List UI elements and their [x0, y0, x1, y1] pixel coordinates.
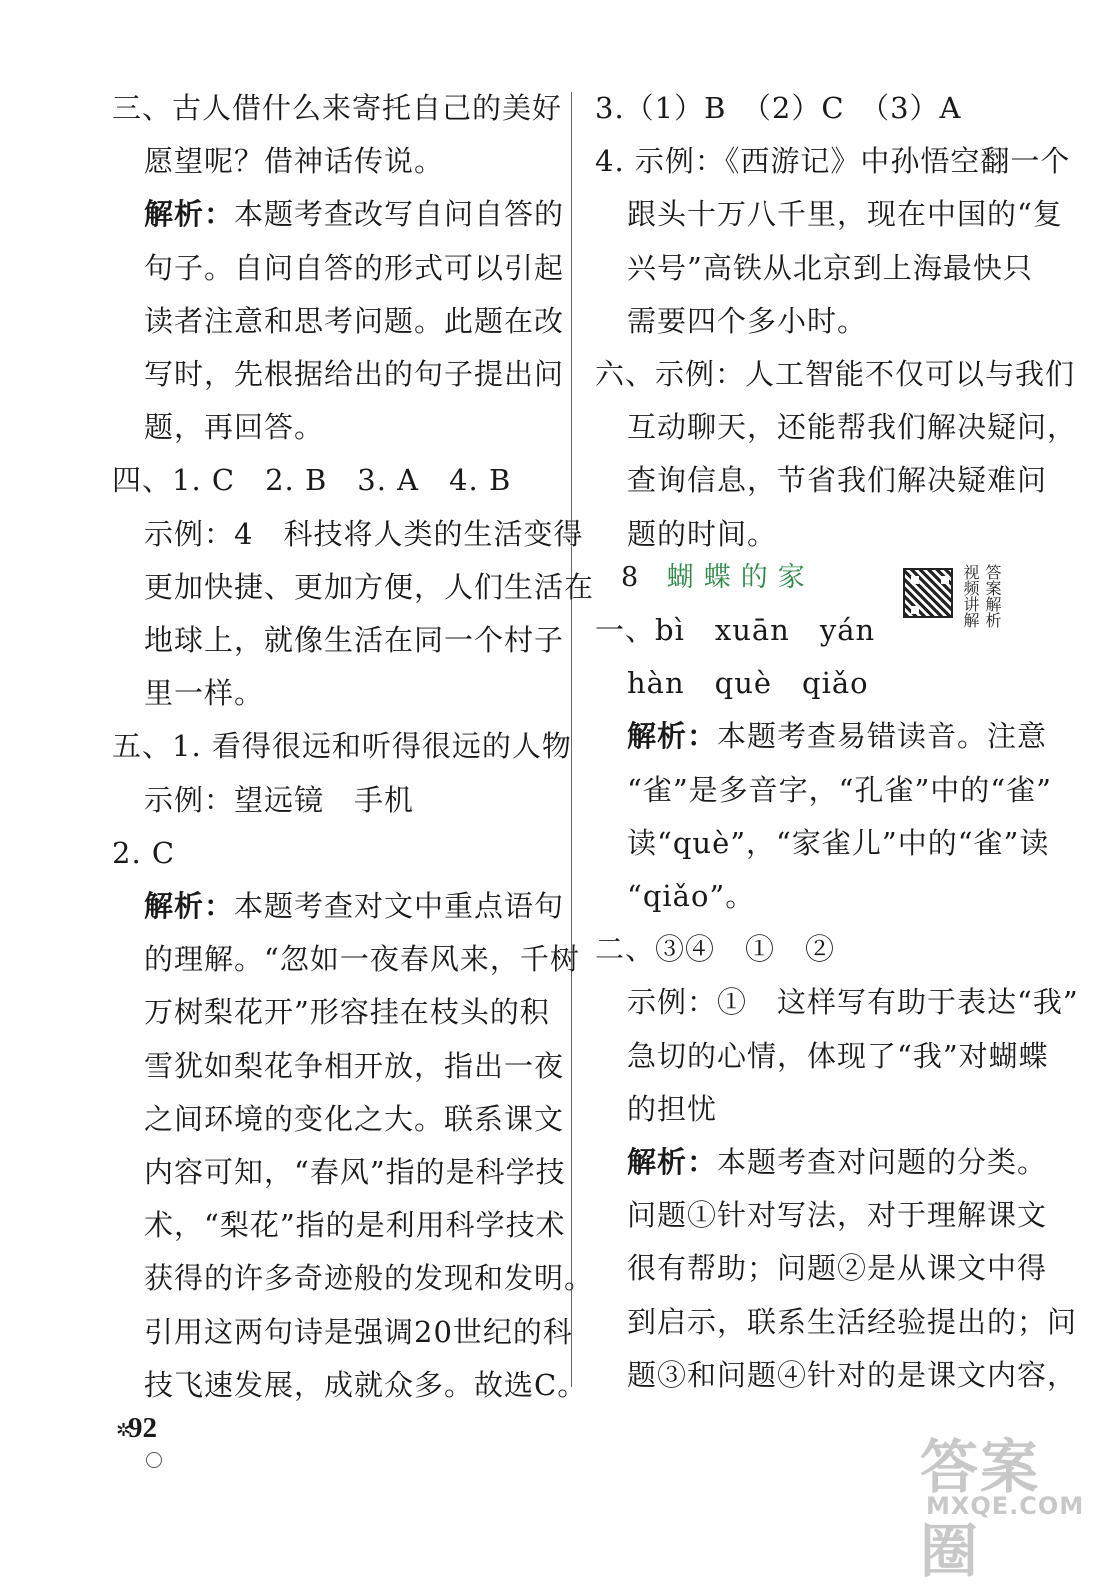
- text-line: 内容可知，“春风”指的是科学技: [144, 1155, 566, 1189]
- text-line: 愿望呢？借神话传说。: [144, 144, 445, 179]
- analysis-label: 解析：: [144, 889, 235, 923]
- text-line: “qiǎo”。: [627, 879, 756, 913]
- chapter-title: [621, 558, 815, 598]
- text-line: 问题①针对写法，对于理解课文: [627, 1198, 1048, 1233]
- line-text: 本题考查改写自问自答的: [234, 197, 565, 232]
- text-line: 三、古人借什么来寄托自己的美好: [112, 91, 563, 125]
- analysis-label: 解析：: [144, 197, 235, 232]
- text-line: 查询信息，节省我们解决疑难问: [627, 463, 1048, 498]
- text-line: 万树梨花开”形容挂在枝头的积: [144, 995, 550, 1030]
- watermark-text: 答案圈: [920, 1433, 1041, 1585]
- chapter-name: 蝴蝶的家: [666, 562, 815, 593]
- page-number: 92: [128, 1412, 157, 1444]
- text-line: [627, 716, 1047, 756]
- text-line: 一、bì xuān yán: [595, 613, 876, 647]
- text-line: 获得的许多奇迹般的发现和发明。: [144, 1261, 595, 1296]
- text-line: 句子。自问自答的形式可以引起: [144, 250, 565, 285]
- text-line: 兴号”高铁从北京到上海最快只: [627, 250, 1033, 285]
- text-line: 雪犹如梨花争相开放，指出一夜: [144, 1048, 565, 1083]
- text-line: 术，“梨花”指的是利用科学技术: [144, 1208, 566, 1243]
- text-line: 读“què”，“家雀儿”中的“雀”读: [627, 825, 1050, 860]
- text-line: 急切的心情，体现了“我”对蝴蝶: [627, 1038, 1049, 1073]
- watermark-url: MXQE.COM: [926, 1492, 1085, 1520]
- text-line: 的理解。“忽如一夜春风来，千树: [144, 942, 580, 977]
- text-line: 需要四个多小时。: [627, 303, 868, 338]
- text-line: 二、③④ ① ②: [595, 932, 836, 967]
- text-line: [144, 194, 564, 234]
- text-line: 示例：① 这样写有助于表达“我”: [627, 985, 1079, 1020]
- text-line: 到启示，联系生活经验提出的；问: [627, 1304, 1078, 1339]
- text-line: [627, 1142, 1047, 1182]
- text-line: 题的时间。: [627, 516, 778, 551]
- text-line: 示例：4 科技将人类的生活变得: [144, 516, 584, 551]
- line-text: 本题考查对问题的分类。: [717, 1145, 1048, 1179]
- analysis-label: 解析：: [627, 719, 718, 754]
- text-line: 五、1. 看得很远和听得很远的人物: [112, 729, 572, 764]
- qr-label-video: 视频讲解: [961, 564, 980, 628]
- text-line: 技飞速发展，成就众多。故选C。: [144, 1367, 588, 1402]
- qr-code-icon[interactable]: [903, 568, 953, 618]
- text-line: 3.（1）B （2）C （3）A: [595, 91, 962, 125]
- text-line: 之间环境的变化之大。联系课文: [144, 1101, 565, 1136]
- text-line: 跟头十万八千里，现在中国的“复: [627, 197, 1063, 232]
- text-line: “雀”是多音字，“孔雀”中的“雀”: [627, 772, 1052, 807]
- text-line: 六、示例：人工智能不仅可以与我们: [595, 357, 1076, 391]
- text-line: 引用这两句诗是强调20世纪的科: [144, 1314, 573, 1349]
- line-text: 本题考查对文中重点语句: [234, 889, 565, 923]
- text-line: 互动聊天，还能帮我们解决疑问，: [627, 410, 1078, 445]
- text-line: 里一样。: [144, 676, 265, 711]
- text-line: 2. C: [112, 835, 176, 870]
- text-line: 示例：望远镜 手机: [144, 782, 415, 817]
- star-decoration-icon: ✲: [116, 1420, 132, 1441]
- text-line: 更加快捷、更加方便，人们生活在: [144, 569, 595, 604]
- text-line: 的担忧: [627, 1091, 718, 1126]
- analysis-label: 解析：: [627, 1145, 718, 1179]
- text-line: 很有帮助；问题②是从课文中得: [627, 1251, 1048, 1286]
- text-line: 写时，先根据给出的句子提出问: [144, 357, 565, 391]
- text-line: 读者注意和思考问题。此题在改: [144, 303, 565, 338]
- circle-decoration-icon: [146, 1452, 162, 1468]
- text-line: 题，再回答。: [144, 410, 325, 445]
- text-line: 四、1. C 2. B 3. A 4. B: [112, 463, 512, 498]
- line-text: 本题考查易错读音。注意: [717, 719, 1048, 754]
- watermark-logo: [920, 1420, 1090, 1585]
- text-line: hàn què qiǎo: [627, 666, 869, 701]
- text-line: 题③和问题④针对的是课文内容，: [627, 1357, 1078, 1392]
- text-line: 4. 示例：《西游记》中孙悟空翻一个: [595, 144, 1071, 179]
- text-line: [144, 886, 564, 926]
- text-line: 地球上，就像生活在同一个村子: [144, 623, 565, 657]
- chapter-number: 8: [621, 562, 649, 593]
- qr-label-answer: 答案解析: [983, 564, 1002, 628]
